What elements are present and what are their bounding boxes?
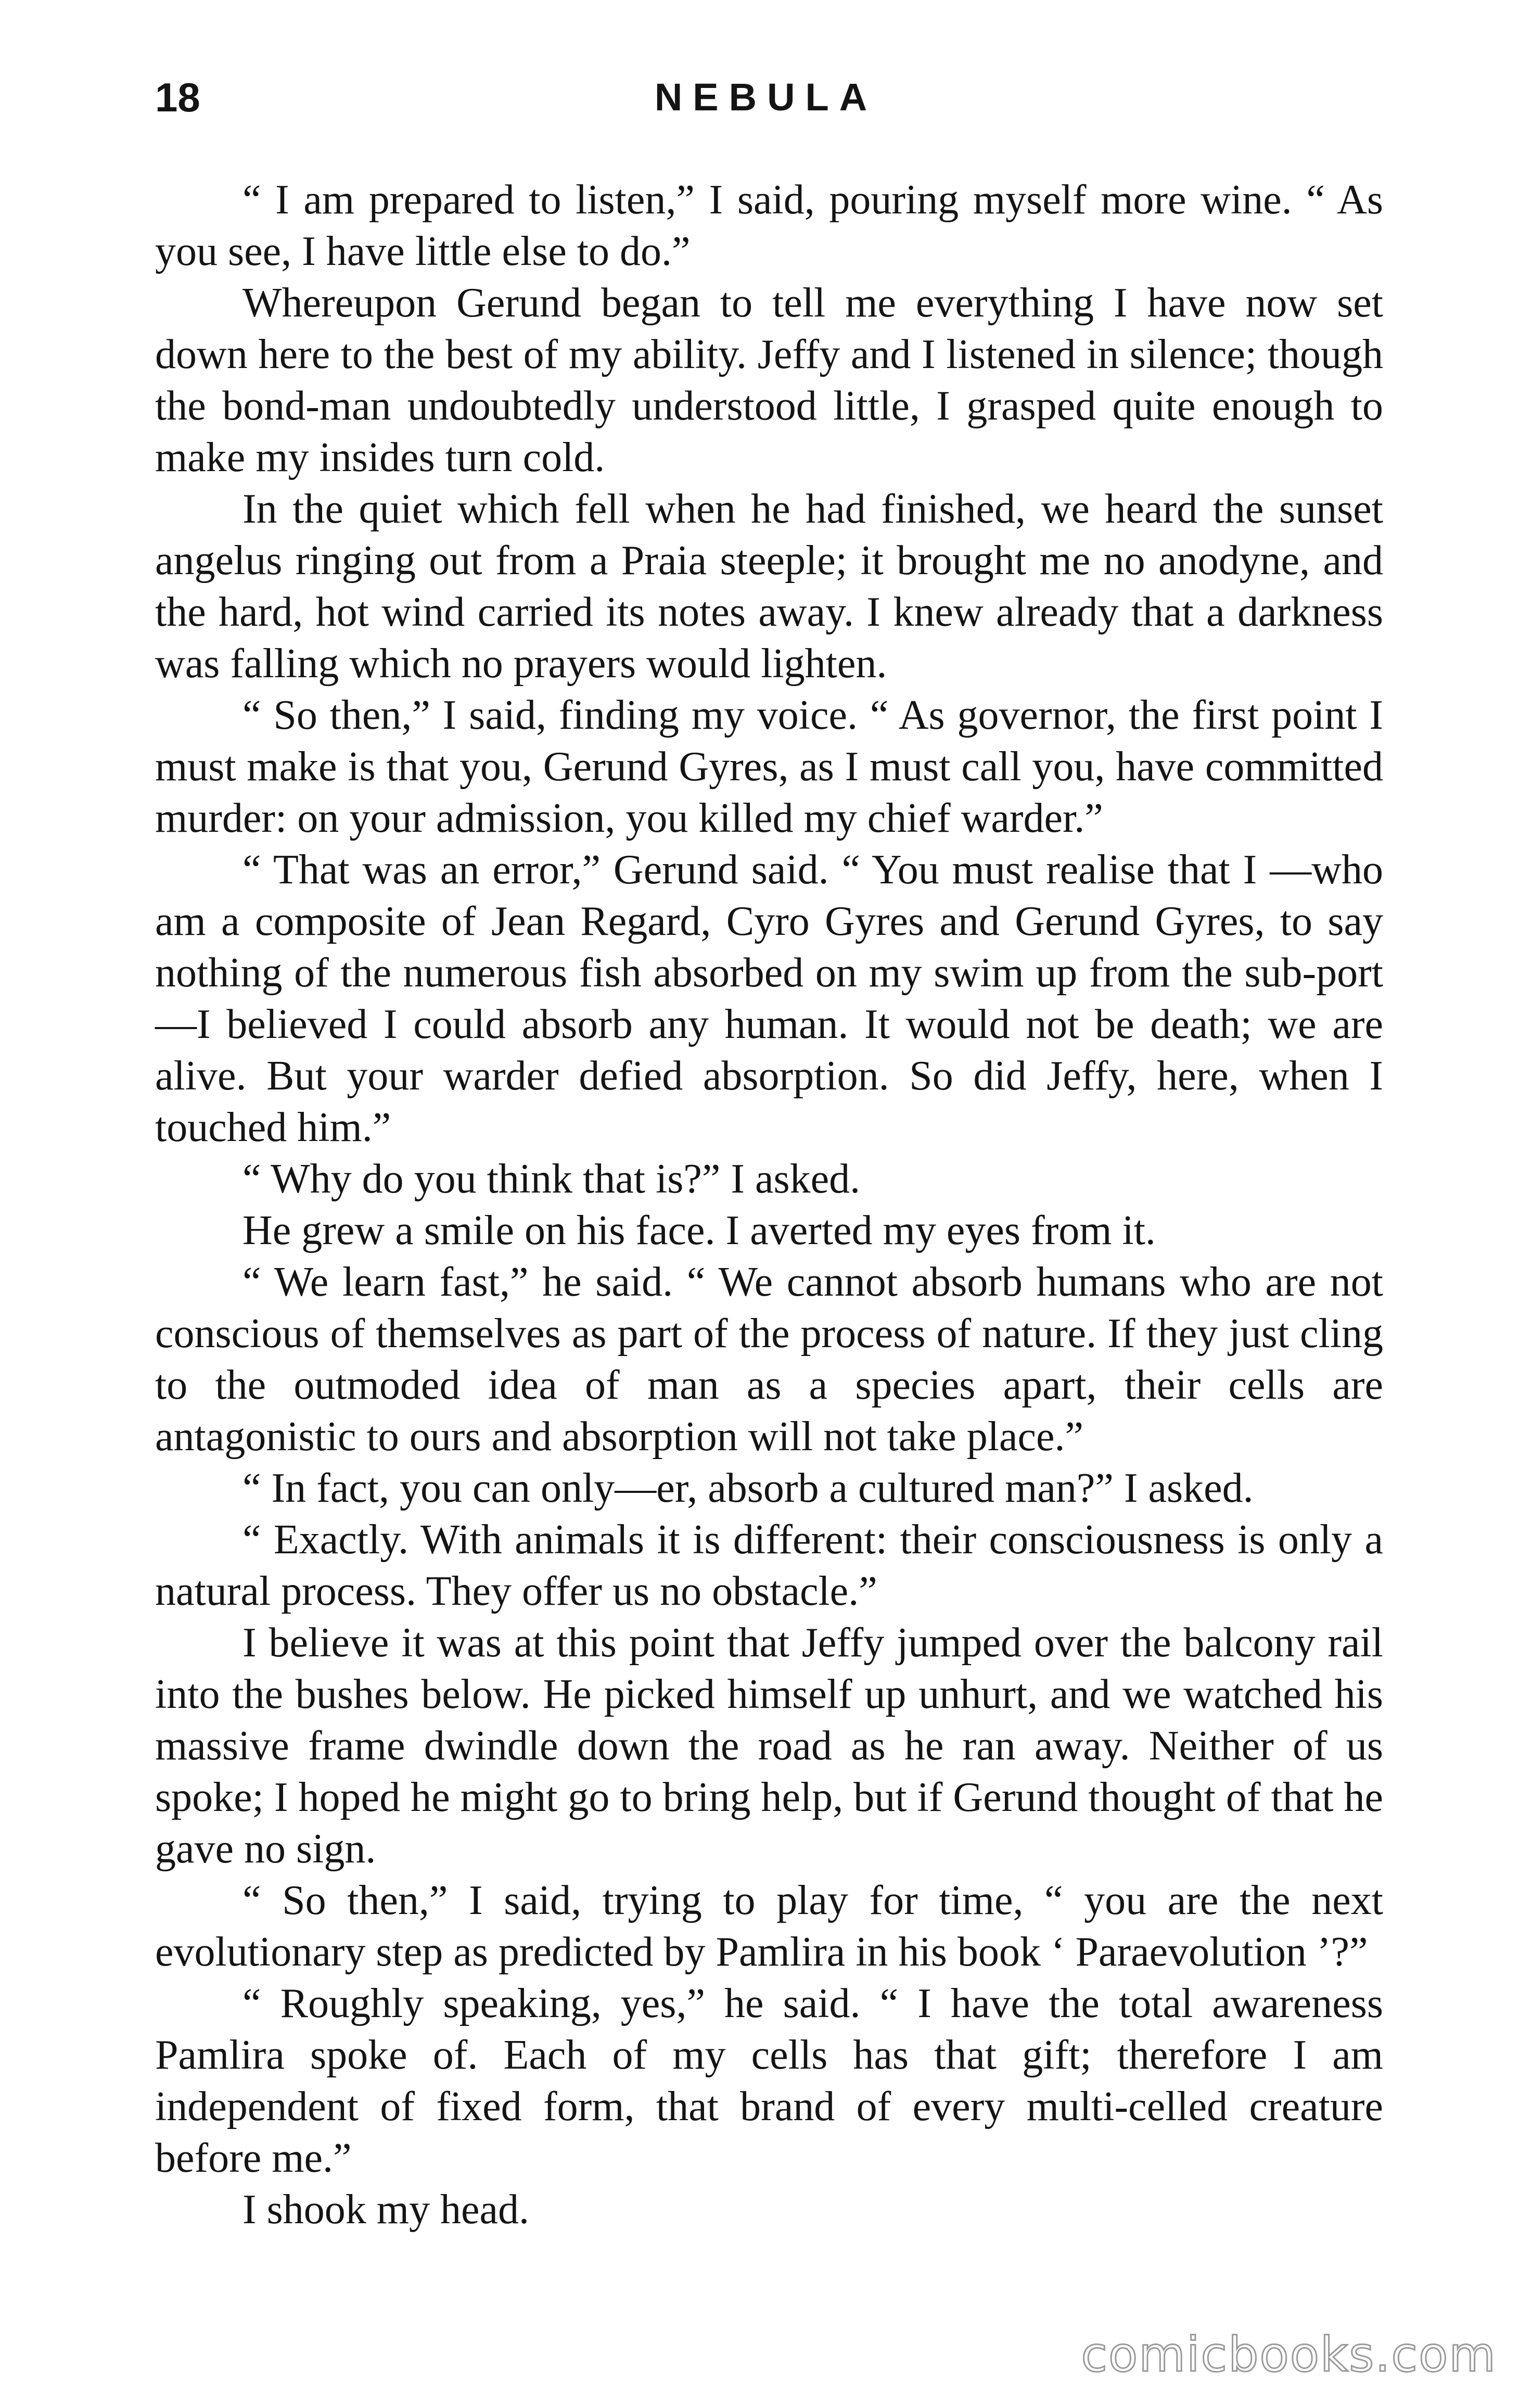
paragraph: “ I am prepared to listen,” I said, pouring myself more wine. “ As you see, I have little else to do.” [155, 177, 1383, 274]
paragraph: “ We learn fast,” he said. “ We cannot absorb humans who are not conscious of themselves as part of the process of nature. If they just cling to the outmoded idea of man as a species apart, their cells are antagonistic to ours and absorption will not take place.” [155, 1259, 1383, 1460]
paragraph: I shook my head. [242, 2187, 530, 2233]
watermark: comicbooks.com [1081, 2327, 1497, 2382]
paragraph: In the quiet which fell when he had finished, we heard the sunset angelus ringing out from a Praia steeple; it brought me no anodyne, and the hard, hot wind carried its notes away. I knew already that a darkness was falling which no prayers would lighten. [155, 486, 1383, 687]
paragraph: “ Why do you think that is?” I asked. [242, 1156, 861, 1202]
paragraph: “ Exactly. With animals it is different: their consciousness is only a natural process. They offer us no obstacle.” [155, 1517, 1383, 1614]
page-number: 18 [155, 74, 200, 120]
paragraph: Whereupon Gerund began to tell me everything I have now set down here to the best of my ability. Jeffy and I listened in silence; though the bond-man undoubtedly understood little, I grasped quite enough to make my insides turn cold. [155, 280, 1383, 480]
paragraph: “ In fact, you can only—er, absorb a cultured man?” I asked. [242, 1465, 1254, 1511]
paragraph: “ So then,” I said, finding my voice. “ As governor, the first point I must make is that you, Gerund Gyres, as I must call you, have committed murder: on your admission, you killed my chief warder.” [155, 692, 1383, 841]
paragraph: I believe it was at this point that Jeffy jumped over the balcony rail into the bushes below. He picked himself up unhurt, and we watched his massive frame dwindle down the road as he ran away. Neither of us spoke; I hoped he might go to bring help, but if Gerund thought of that he gave no sign. [155, 1620, 1383, 1872]
paragraph: “ Roughly speaking, yes,” he said. “ I have the total awareness Pamlira spoke of. Each of my cells has that gift; therefore I am independent of fixed form, that brand of every multi-celled creature before me.” [155, 1981, 1383, 2181]
running-title: NEBULA [654, 75, 878, 119]
paragraph: He grew a smile on his face. I averted my eyes from it. [242, 1208, 1156, 1253]
paragraph: “ That was an error,” Gerund said. “ You must realise that I —who am a composite of Jean Regard, Cyro Gyres and Gerund Gyres, to say nothing of the numerous fish absorbed on my swim up from the sub-port—I believed I could absorb any human. It would not be death; we are alive. But your warder defied absorption. So did Jeffy, here, when I touched him.” [155, 847, 1383, 1150]
body-text [155, 174, 1383, 2236]
paragraph: “ So then,” I said, trying to play for time, “ you are the next evolutionary step as predicted by Pamlira in his book ‘ Paraevolution ’?” [155, 1878, 1383, 1975]
